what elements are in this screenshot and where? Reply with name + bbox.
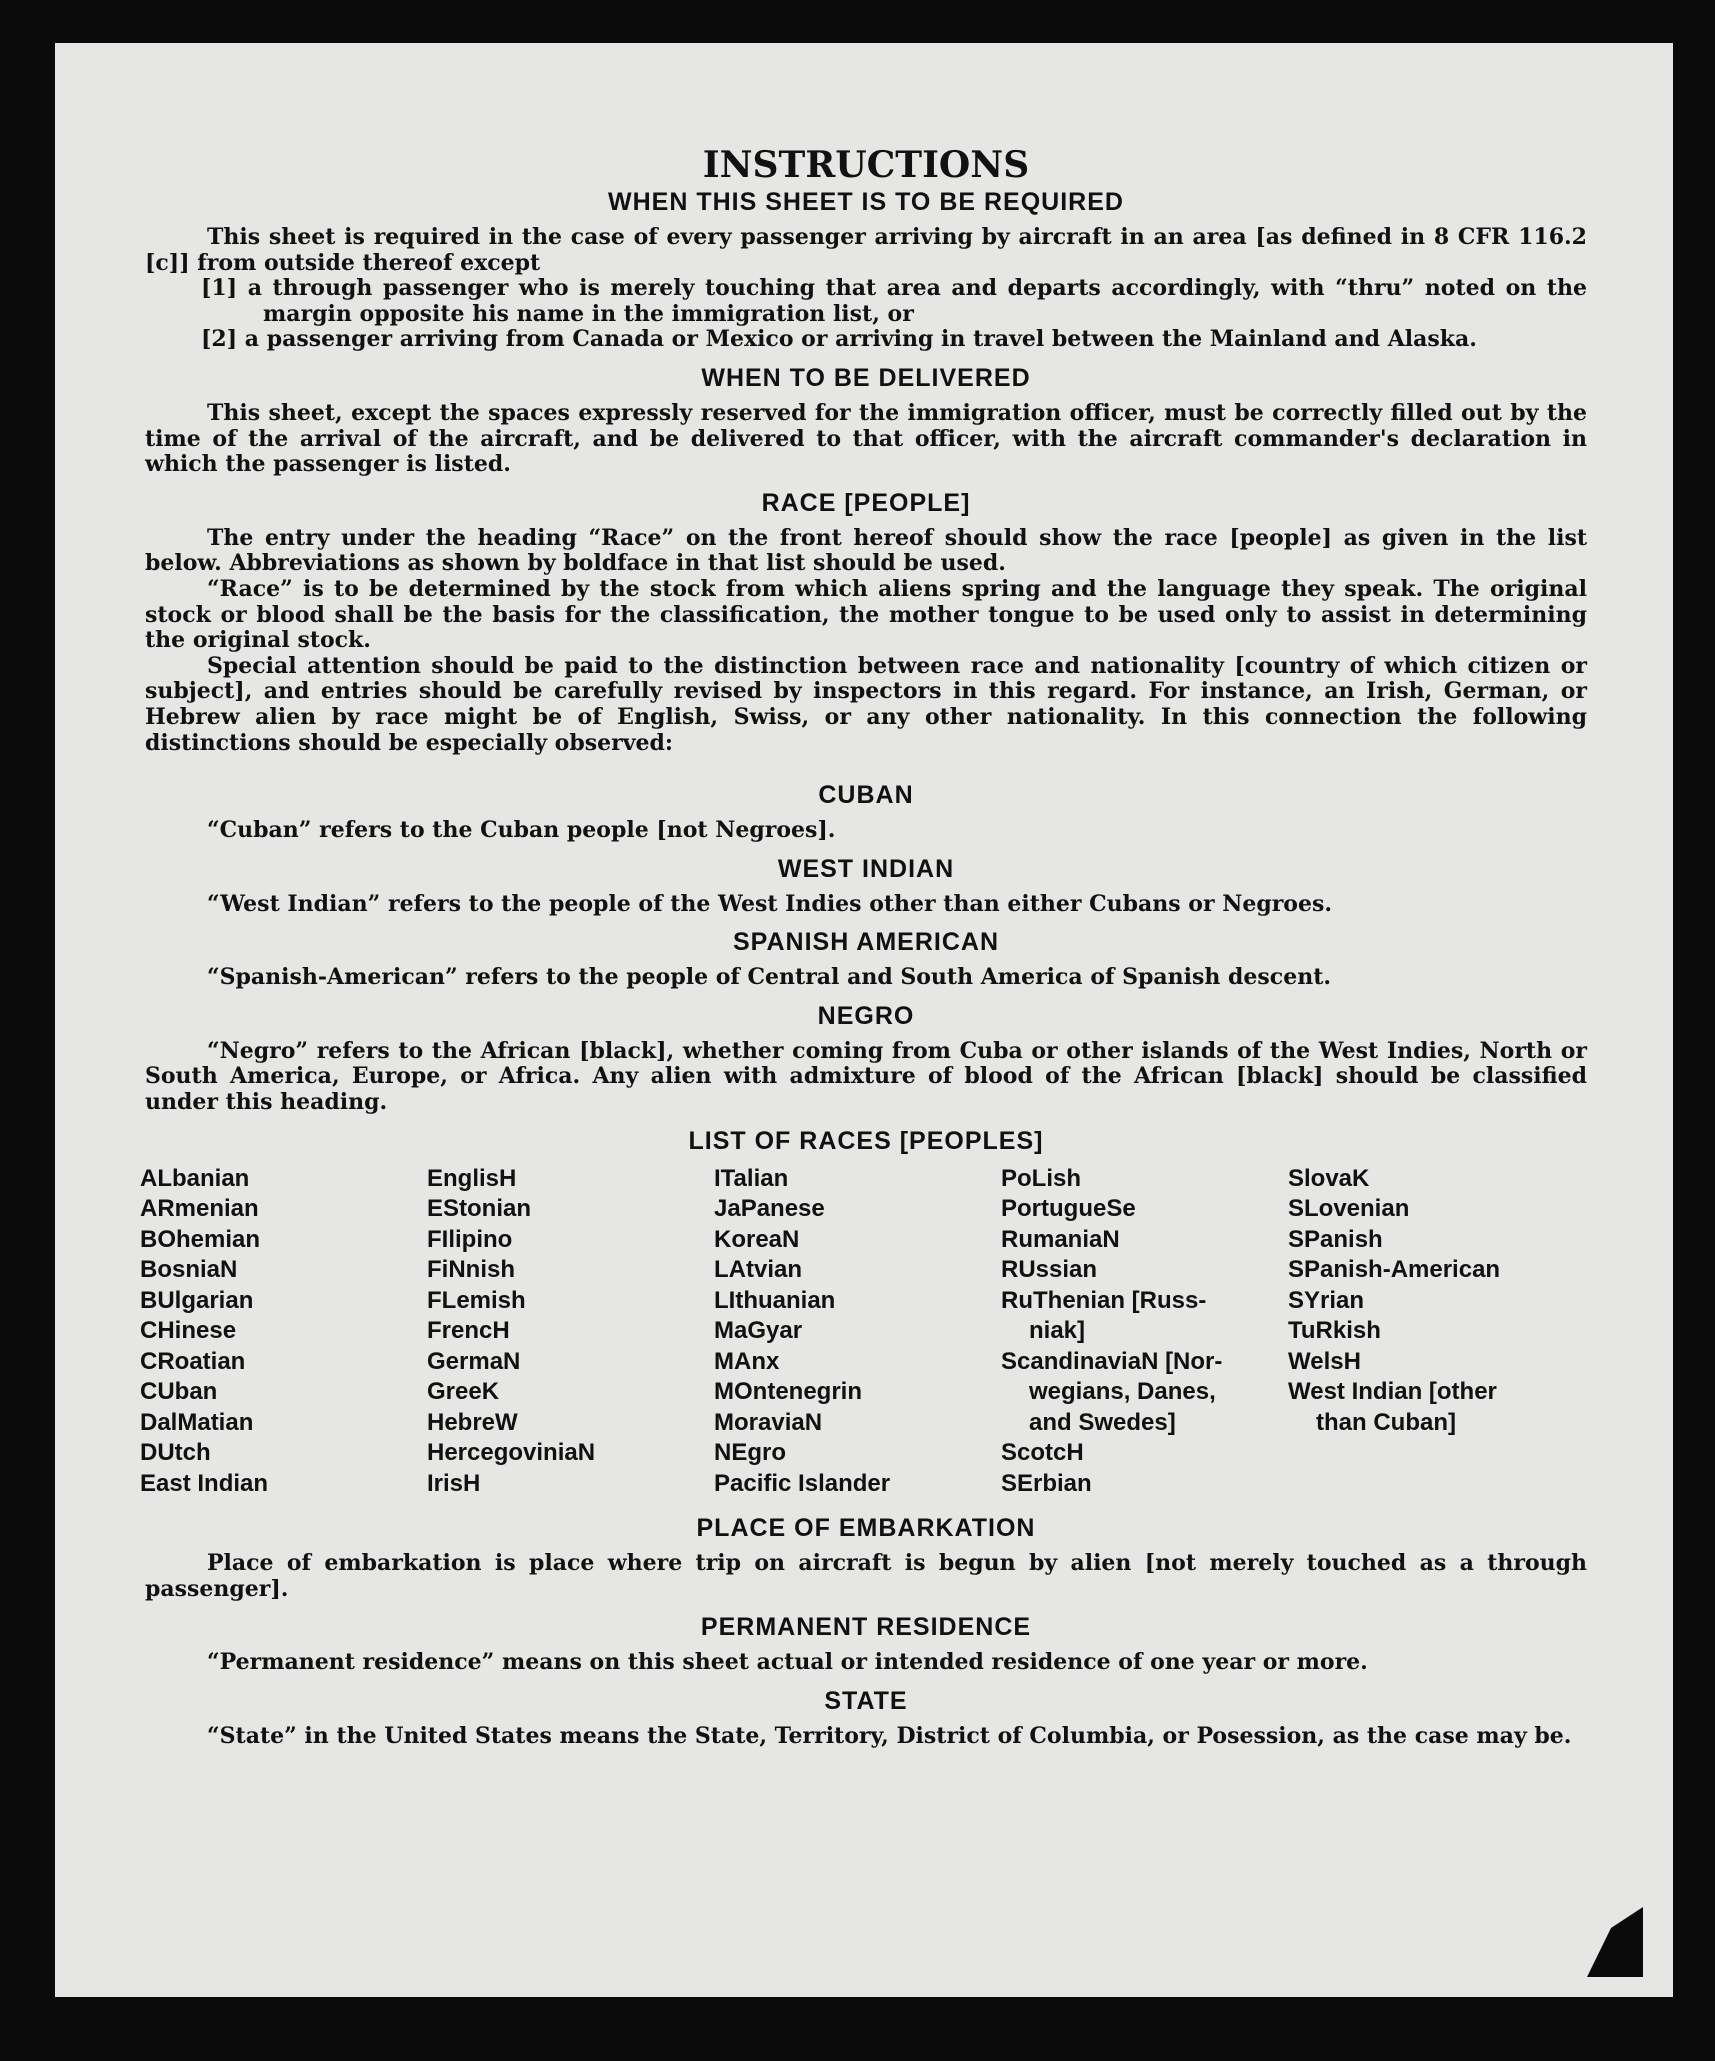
heading-cuban: CUBAN [818, 781, 914, 810]
race-entry: SErbian [1001, 1469, 1092, 1497]
race-paragraph: Special attention should be paid to the distinction between race and nationality [country of which citizen or subject], and entries should be carefully revised by inspectors in this regard. For instance, an Irish, German, or Hebrew alien by race might be of English, Swiss, or any other nationality. In this connection the following distinctions should be especially observed: [145, 652, 1587, 756]
heading-delivered: WHEN TO BE DELIVERED [701, 363, 1031, 392]
race-entry: EnglisH [427, 1164, 517, 1192]
race-entry: MoraviaN [714, 1408, 823, 1436]
document-page [55, 43, 1673, 1997]
page-title: INSTRUCTIONS [702, 144, 1030, 186]
race-entry: DalMatian [140, 1408, 254, 1436]
heading-required: WHEN THIS SHEET IS TO BE REQUIRED [608, 188, 1124, 216]
race-entry: than Cuban] [1316, 1408, 1456, 1436]
race-entry: HercegoviniaN [427, 1439, 596, 1467]
race-entry: MOntenegrin [714, 1378, 862, 1406]
race-entry: TuRkish [1288, 1317, 1381, 1345]
race-entry: SYrian [1288, 1286, 1365, 1314]
race-entry: wegians, Danes, [1029, 1378, 1216, 1406]
race-entry: MAnx [714, 1347, 780, 1375]
race-entry: BosniaN [140, 1256, 238, 1284]
races-column [714, 1164, 1001, 1500]
spanish-american-text: “Spanish-American” refers to the people of Central and South America of Spanish descent. [207, 964, 1332, 991]
race-entry: LAtvian [714, 1256, 803, 1284]
heading-permanent-residence: PERMANENT RESIDENCE [700, 1613, 1032, 1642]
race-entry: ScandinaviaN [Nor- [1001, 1347, 1223, 1375]
race-entry: and Swedes] [1029, 1408, 1176, 1436]
heading-race: RACE [PEOPLE] [761, 488, 971, 517]
heading-embarkation: PLACE OF EMBARKATION [696, 1514, 1036, 1543]
race-entry: PoLish [1001, 1164, 1082, 1192]
race-entry: RumaniaN [1001, 1225, 1120, 1253]
race-entry: FIlipino [427, 1225, 513, 1253]
race-entry: PortugueSe [1001, 1195, 1136, 1223]
negro-text: “Negro” refers to the African [black], whether coming from Cuba or other islands of the West Indies, North or South America, Europe, or Africa. Any alien with admixture of blood of the African [black] should be classified under this heading. [145, 1037, 1587, 1116]
instructions-content [140, 143, 1587, 1750]
race-entry: SPanish-American [1288, 1256, 1501, 1284]
race-entry: CUban [140, 1378, 218, 1406]
race-entry: FrencH [427, 1317, 510, 1345]
race-entry: BUlgarian [140, 1286, 254, 1314]
races-column [427, 1164, 714, 1500]
west-indian-text: “West Indian” refers to the people of the West Indies other than either Cubans or Negroes. [207, 890, 1333, 917]
races-column [140, 1164, 427, 1500]
heading-spanish-american: SPANISH AMERICAN [732, 928, 999, 957]
race-paragraph: The entry under the heading “Race” on the front hereof should show the race [people] as given in the list below. Abbreviations as shown by boldface in that list should be used. [145, 524, 1587, 577]
race-paragraph: “Race” is to be determined by the stock from which aliens spring and the language they speak. The original stock or blood shall be the basis for the classification, the mother tongue to be used only to assist in determining the original stock. [145, 575, 1587, 654]
races-list [140, 1164, 1587, 1500]
race-entry: CHinese [140, 1317, 237, 1345]
heading-negro: NEGRO [817, 1001, 915, 1030]
embarkation-text: Place of embarkation is place where trip on aircraft is begun by alien [not merely touched as a through passenger]. [145, 1550, 1587, 1602]
race-entry: NEgro [714, 1439, 786, 1467]
heading-list-of-races: LIST OF RACES [PEOPLES] [688, 1126, 1044, 1155]
race-entry: HebreW [427, 1408, 518, 1436]
race-entry: ScotcH [1001, 1439, 1084, 1467]
race-entry: SlovaK [1288, 1164, 1370, 1192]
race-entry: IrisH [427, 1469, 481, 1497]
race-entry: BOhemian [140, 1225, 261, 1253]
state-text: “State” in the United States means the State, Territory, District of Columbia, or Posession, as the case may be. [207, 1722, 1572, 1749]
required-intro: This sheet is required in the case of every passenger arriving by aircraft in an area [as defined in 8 CFR 116.2 [c]] from outside thereof except [145, 224, 1587, 276]
race-entry: Pacific Islander [714, 1469, 891, 1497]
race-entry: MaGyar [714, 1317, 803, 1345]
required-item-2: [2] a passenger arriving from Canada or Mexico or arriving in travel between the Mainland and Alaska. [201, 326, 1477, 353]
race-entry: West Indian [other [1288, 1378, 1497, 1406]
races-column [1288, 1164, 1575, 1500]
delivered-text: This sheet, except the spaces expressly reserved for the immigration officer, must be correctly filled out by the time of the arrival of the aircraft, and be delivered to that officer, with the aircraft commander's declaration in which the passenger is listed. [145, 399, 1587, 478]
race-entry: EStonian [427, 1195, 532, 1223]
heading-west-indian: WEST INDIAN [777, 854, 955, 883]
race-entry: WelsH [1288, 1347, 1361, 1375]
race-entry: SLovenian [1288, 1195, 1410, 1223]
race-entry: RUssian [1001, 1256, 1098, 1284]
torn-corner [1563, 1907, 1643, 1977]
race-entry: RuThenian [Russ- [1001, 1286, 1207, 1314]
cuban-text: “Cuban” refers to the Cuban people [not Negroes]. [207, 817, 836, 844]
race-entry: ALbanian [140, 1164, 250, 1192]
race-entry: KoreaN [714, 1225, 800, 1253]
race-entry: GermaN [427, 1347, 521, 1375]
race-entry: DUtch [140, 1439, 211, 1467]
heading-state: STATE [824, 1686, 908, 1715]
race-entry: niak] [1029, 1317, 1086, 1345]
residence-text: “Permanent residence” means on this sheet actual or intended residence of one year or more. [207, 1649, 1368, 1676]
race-entry: LIthuanian [714, 1286, 836, 1314]
race-entry: CRoatian [140, 1347, 246, 1375]
race-entry: East Indian [140, 1469, 269, 1497]
race-entry: SPanish [1288, 1225, 1383, 1253]
required-item-1: [1] a through passenger who is merely touching that area and departs accordingly, with “thru” noted on the margin opposite his name in the immigration list, or [201, 275, 1587, 327]
race-entry: JaPanese [714, 1195, 825, 1223]
race-entry: ARmenian [140, 1195, 259, 1223]
race-entry: GreeK [427, 1378, 500, 1406]
race-entry: FiNnish [427, 1256, 515, 1284]
race-entry: ITalian [714, 1164, 789, 1192]
race-entry: FLemish [427, 1286, 526, 1314]
races-column [1001, 1164, 1288, 1500]
